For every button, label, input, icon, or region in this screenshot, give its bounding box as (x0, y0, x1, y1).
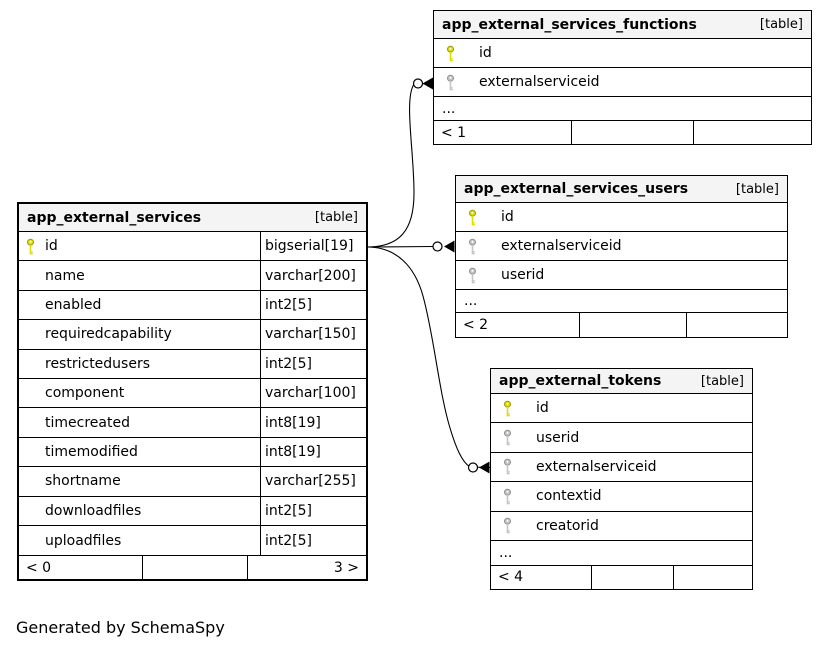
column-name: timemodified (45, 443, 138, 460)
footer-children-count: < 2 (463, 317, 489, 333)
table-title[interactable]: app_external_services_users (464, 181, 689, 197)
footer-middle-cell (579, 313, 686, 337)
foreign-key-icon (456, 238, 501, 255)
primary-key-icon (491, 400, 536, 417)
table-footer (434, 121, 811, 144)
footer-parents-count (693, 121, 811, 144)
column-type: varchar[200] (260, 261, 366, 289)
column-name: enabled (45, 296, 102, 313)
column-type: varchar[150] (260, 320, 366, 348)
foreign-key-icon (434, 74, 479, 91)
footer-children-count: < 4 (498, 569, 524, 586)
table-footer (19, 555, 366, 579)
table-type-badge: [table] (759, 17, 803, 32)
column-row-contextid (491, 482, 752, 511)
column-name: component (45, 385, 125, 402)
column-row-restrictedusers (19, 350, 366, 379)
relationship-arrowhead (444, 241, 455, 253)
footer-children-count: < 1 (441, 124, 467, 141)
column-name: userid (501, 267, 545, 283)
column-row-userid (456, 261, 787, 290)
column-name: id (501, 209, 514, 225)
footer-middle-cell (571, 121, 693, 144)
column-row-component (19, 379, 366, 408)
column-name: creatorid (536, 517, 599, 534)
relationship-arrowhead (423, 78, 434, 90)
table-header (19, 204, 366, 232)
relationship-endpoint-circle (433, 242, 442, 251)
table-header (491, 369, 752, 394)
relationship-endpoint-circle (414, 79, 423, 88)
column-name: contextid (536, 488, 602, 505)
table-app-external-services-functions (433, 10, 812, 145)
column-row-uploadfiles (19, 526, 366, 555)
column-type: varchar[255] (260, 467, 366, 495)
column-name: timecreated (45, 414, 130, 431)
column-type: bigserial[19] (260, 232, 366, 260)
foreign-key-icon (491, 517, 536, 534)
foreign-key-icon (491, 429, 536, 446)
column-row-shortname (19, 467, 366, 496)
column-name: externalserviceid (501, 238, 622, 254)
generator-note: Generated by SchemaSpy (16, 618, 225, 637)
footer-children-count: < 0 (26, 559, 52, 576)
column-row-timecreated (19, 408, 366, 437)
relationship-line-users (367, 247, 433, 248)
table-type-badge: [table] (700, 373, 744, 389)
table-title[interactable]: app_external_services_functions (442, 16, 697, 33)
column-name: shortname (45, 473, 121, 490)
column-name: externalserviceid (536, 458, 657, 475)
column-row-requiredcapability (19, 320, 366, 349)
column-type: int2[5] (260, 526, 366, 555)
column-name: id (479, 45, 492, 61)
column-name: uploadfiles (45, 532, 122, 549)
column-row-externalserviceid (456, 232, 787, 261)
primary-key-icon (19, 238, 45, 255)
table-footer (491, 566, 752, 589)
table-title[interactable]: app_external_tokens (499, 373, 662, 389)
column-type: int2[5] (260, 350, 366, 378)
column-name: id (45, 238, 58, 255)
foreign-key-icon (491, 488, 536, 505)
ellipsis-row: ... (456, 290, 787, 313)
column-name: downloadfiles (45, 502, 142, 519)
table-app-external-services-users (455, 175, 788, 338)
column-type: int2[5] (260, 497, 366, 525)
ellipsis-row: ... (434, 97, 811, 121)
table-title[interactable]: app_external_services (27, 209, 202, 226)
column-row-id (19, 232, 366, 261)
foreign-key-icon (456, 267, 501, 284)
footer-parents-count: 3 > (247, 556, 366, 579)
foreign-key-icon (491, 458, 536, 475)
column-row-userid (491, 423, 752, 452)
column-row-enabled (19, 291, 366, 320)
table-header (456, 176, 787, 203)
footer-middle-cell (142, 556, 247, 579)
column-row-externalserviceid (491, 453, 752, 482)
column-type: int8[19] (260, 438, 366, 466)
footer-parents-count (673, 566, 752, 589)
column-row-downloadfiles (19, 497, 366, 526)
column-type: varchar[100] (260, 379, 366, 407)
column-name: userid (536, 429, 580, 446)
column-type: int2[5] (260, 291, 366, 319)
column-row-externalserviceid (434, 68, 811, 97)
column-row-id (456, 203, 787, 232)
table-type-badge: [table] (735, 181, 779, 197)
ellipsis-row: ... (491, 541, 752, 566)
column-row-id (434, 39, 811, 68)
primary-key-icon (434, 45, 479, 62)
column-row-id (491, 394, 752, 423)
table-footer (456, 313, 787, 337)
footer-parents-count (686, 313, 787, 337)
table-header (434, 11, 811, 39)
column-name: requiredcapability (45, 326, 172, 343)
column-row-creatorid (491, 512, 752, 541)
table-app-external-services (17, 202, 368, 581)
relationship-line-functions (367, 84, 433, 248)
column-name: restrictedusers (45, 355, 151, 372)
table-app-external-tokens (490, 368, 753, 590)
relationship-endpoint-circle (469, 463, 478, 472)
column-type: int8[19] (260, 408, 366, 436)
primary-key-icon (456, 209, 501, 226)
column-row-name (19, 261, 366, 290)
table-type-badge: [table] (314, 210, 358, 225)
column-name: externalserviceid (479, 74, 600, 90)
column-name: name (45, 267, 85, 284)
column-row-timemodified (19, 438, 366, 467)
relationship-arrowhead (479, 462, 490, 474)
column-name: id (536, 400, 549, 417)
footer-middle-cell (591, 566, 673, 589)
